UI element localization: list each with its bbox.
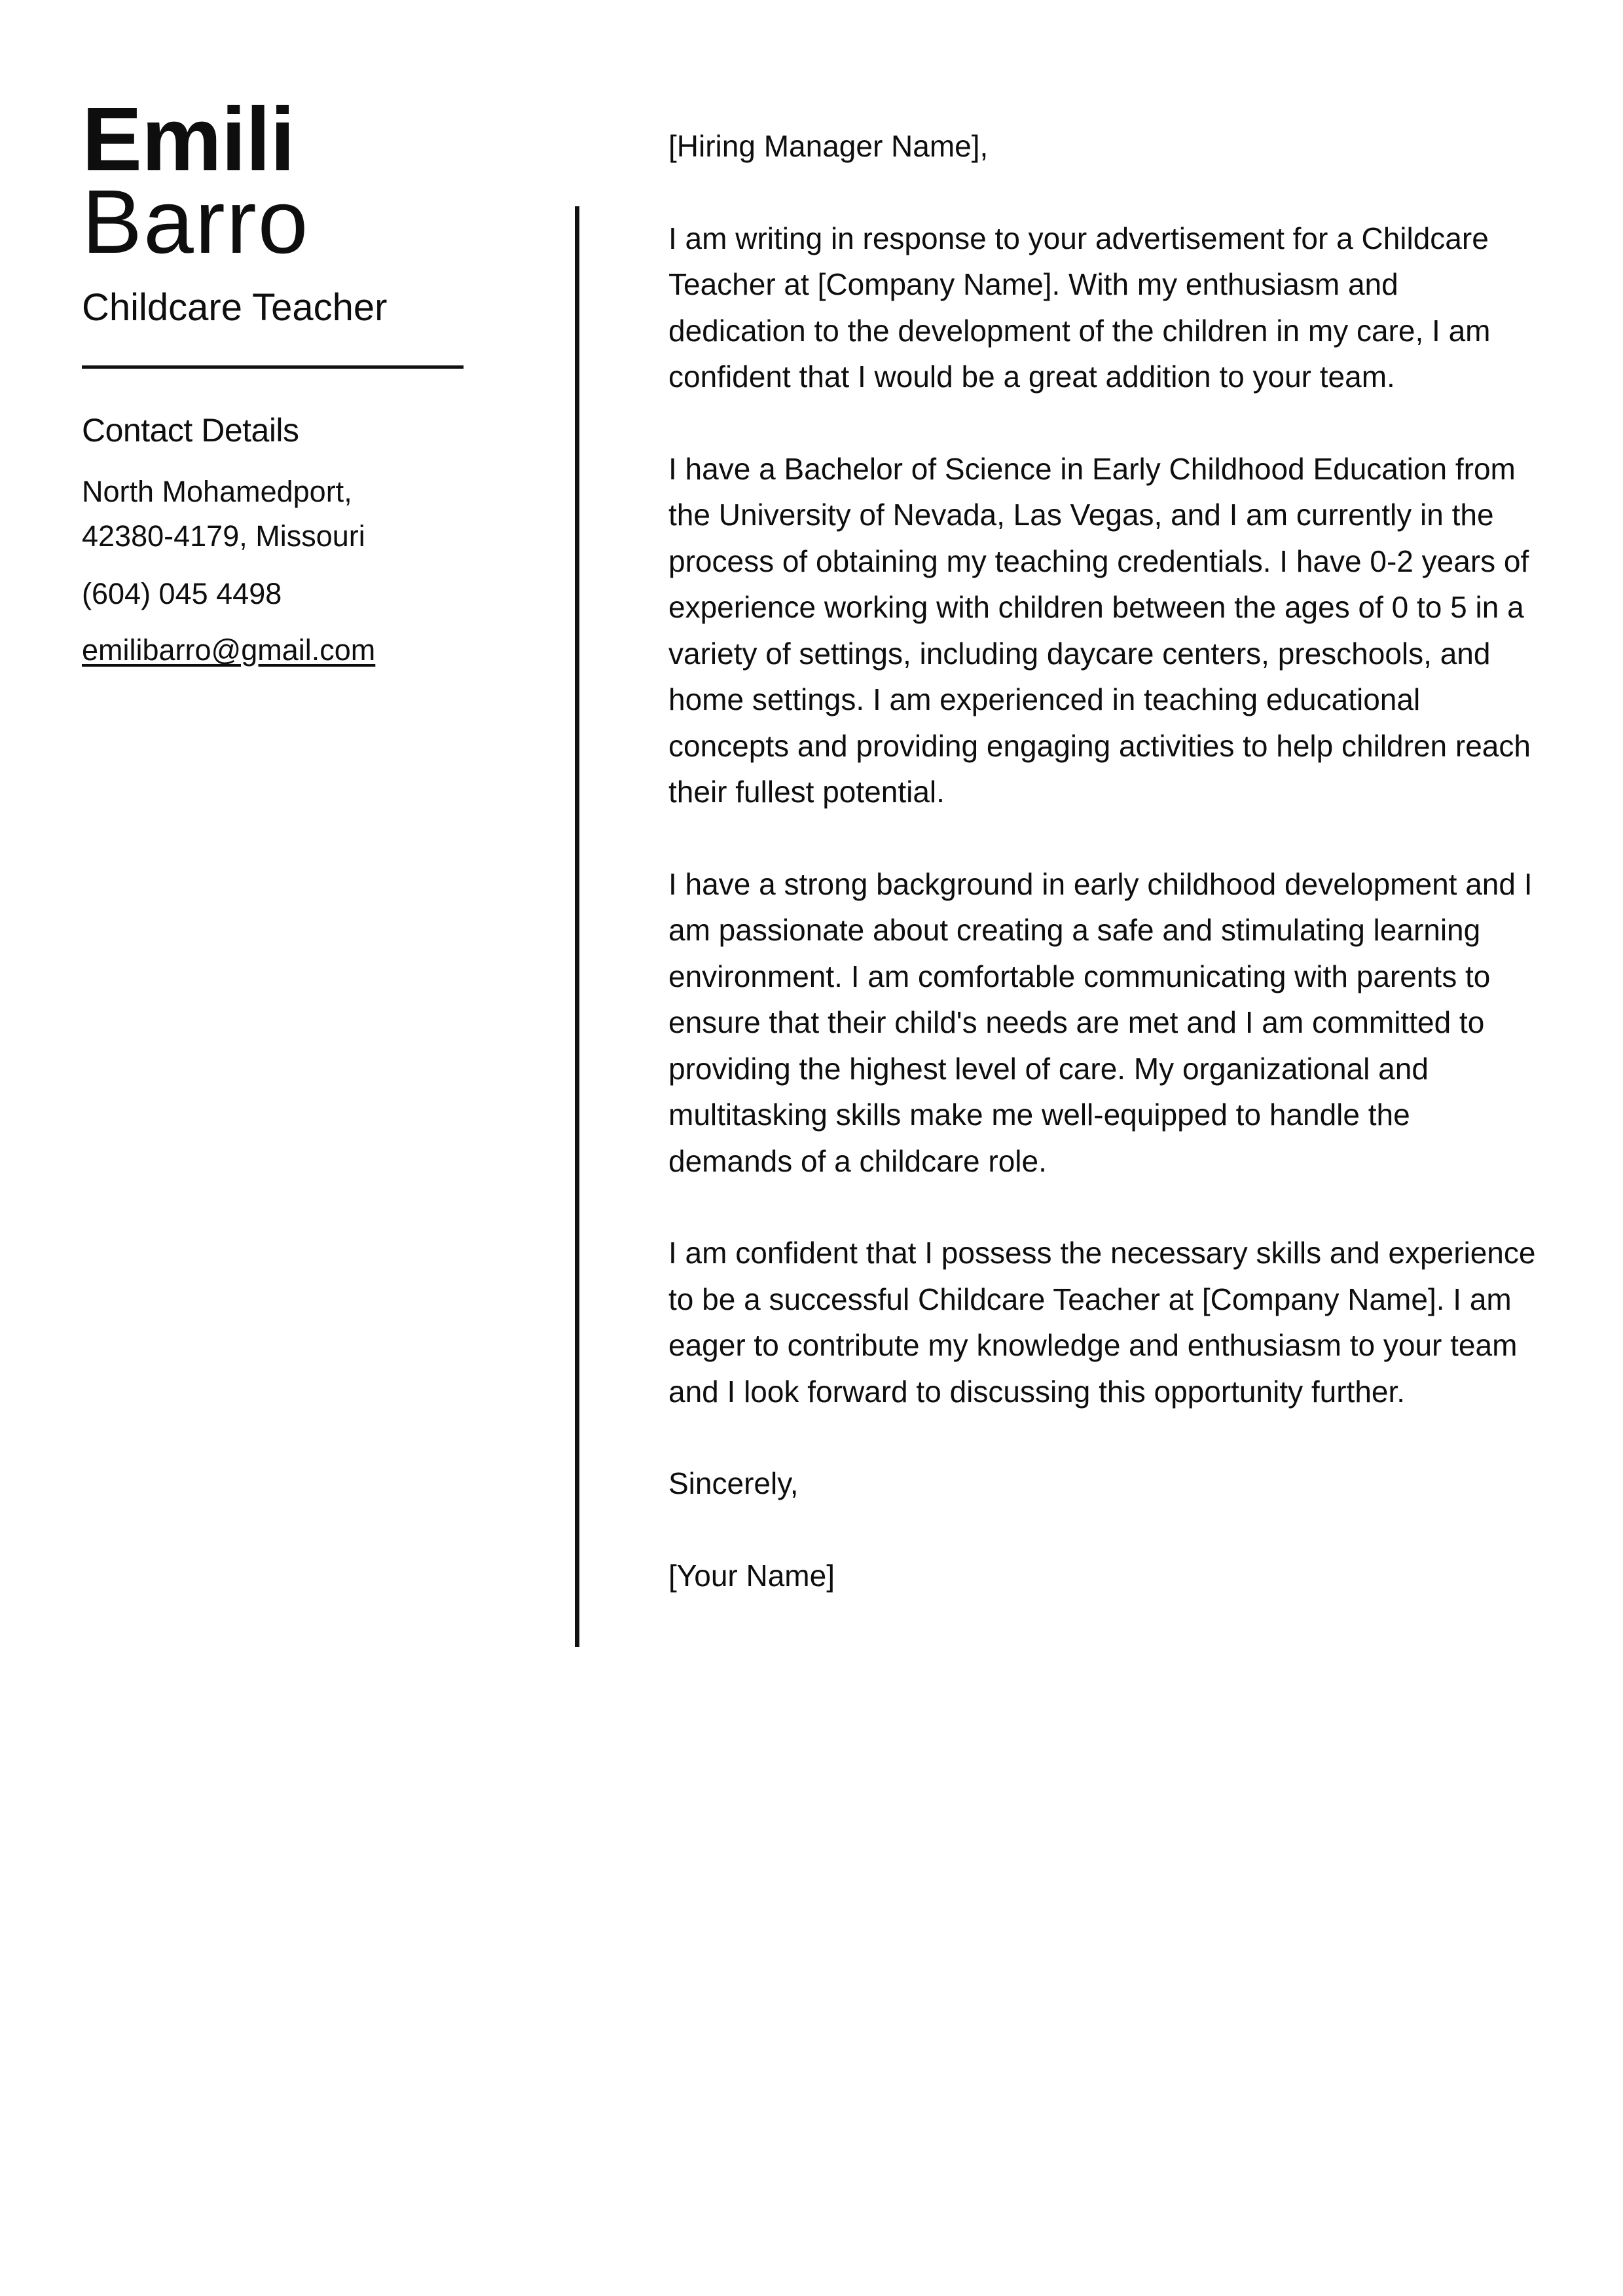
first-name: Emili (82, 89, 295, 190)
job-title: Childcare Teacher (82, 286, 388, 329)
contact-email-link[interactable]: emilibarro@gmail.com (82, 633, 376, 667)
address-line-2: 42380-4179, Missouri (82, 519, 365, 553)
letter-paragraph-4: I am confident that I possess the necessary skills and experience to be a successful Childcare Teacher at [Company Name]. I am eager to contribute my knowledge and enthusiasm to your team and I look forward to discussing this opportunity further. (668, 1236, 1536, 1409)
contact-address (82, 470, 475, 559)
vertical-divider (575, 206, 579, 1647)
contact-heading: Contact Details (82, 412, 299, 449)
contact-phone: (604) 045 4498 (82, 577, 282, 610)
letter-salutation: [Hiring Manager Name], (668, 129, 989, 163)
letter-paragraph-1: I am writing in response to your advertisement for a Childcare Teacher at [Company Name]. With my enthusiasm and dedication to the development of the children in my care, I am confident that I would be a great addition to your team. (668, 221, 1491, 394)
letter-paragraph-2: I have a Bachelor of Science in Early Childhood Education from the University of Nevada, Las Vegas, and I am currently in the process of obtaining my teaching credentials. I have 0-2 years of experience working with children between the ages of 0 to 5 in a variety of settings, including daycare centers, preschools, and home settings. I am experienced in teaching educational concepts and providing engaging activities to help children reach their fullest potential. (668, 451, 1531, 809)
last-name: Barro (82, 172, 310, 272)
title-divider (82, 365, 464, 369)
letter-paragraph-3: I have a strong background in early childhood development and I am passionate about creating a safe and stimulating learning environment. I am comfortable communicating with parents to ensure that their child's needs are met and I am committed to providing the highest level of care. My organizational and multitasking skills make me well-equipped to handle the demands of a childcare role. (668, 866, 1533, 1178)
letter-signature: [Your Name] (668, 1558, 835, 1593)
letter-closing: Sincerely, (668, 1466, 799, 1500)
address-line-1: North Mohamedport, (82, 475, 352, 508)
sidebar (82, 89, 475, 673)
letter-body (668, 123, 1539, 1599)
